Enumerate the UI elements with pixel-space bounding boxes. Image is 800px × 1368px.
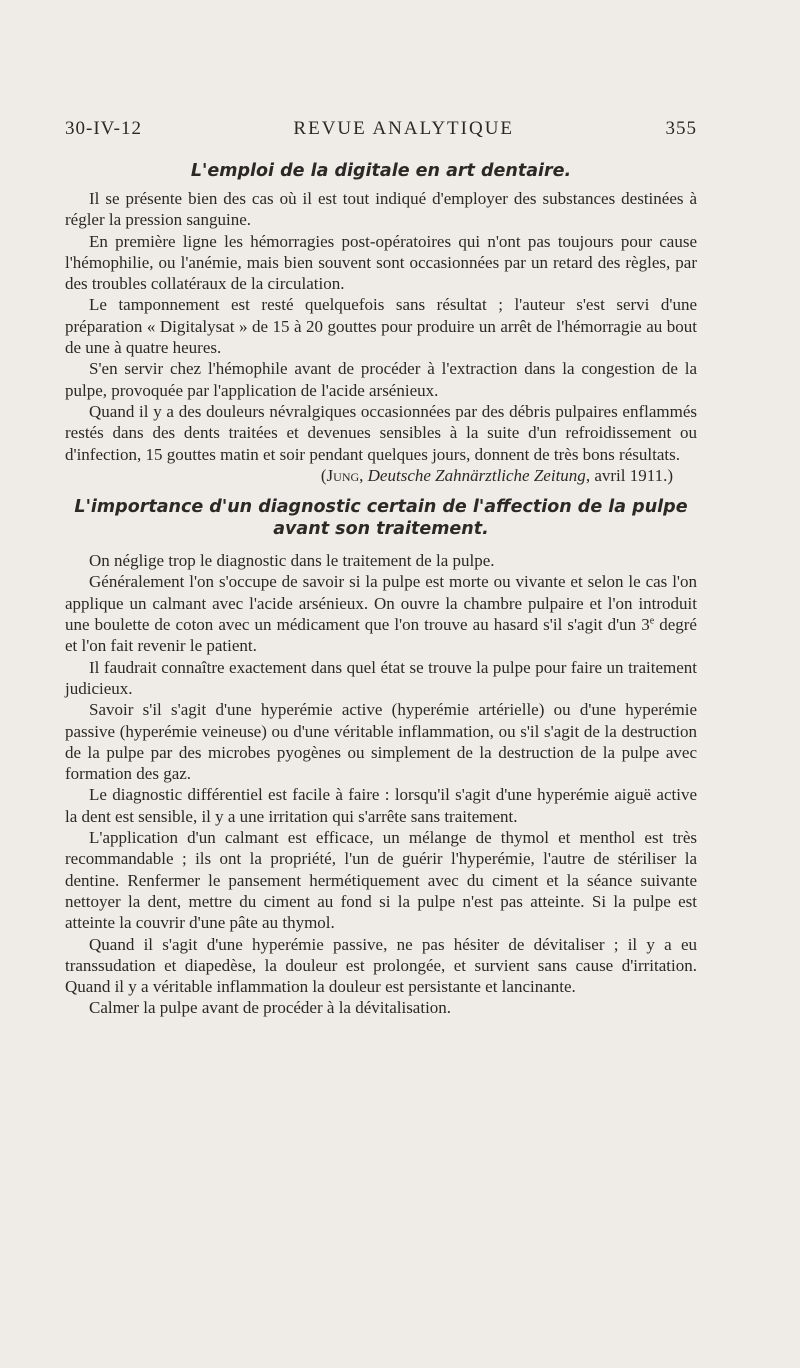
running-head xyxy=(65,118,697,140)
paragraph xyxy=(65,571,697,656)
paragraph: Savoir s'il s'agit d'une hyperémie active (hyperémie artérielle) ou d'une hyperémie passive (hyperémie veineuse) ou d'une véritable inflammation, ou s'il s'agit de la destruction de la pulpe par des microbes pyogènes ou simplement de la destruction de la pulpe avec formation des gaz. xyxy=(65,700,697,784)
citation-journal: Deutsche Zahnärztliche Zeitung xyxy=(367,465,586,485)
paragraph: Il se présente bien des cas où il est tout indiqué d'employer des substances destinées à régler la pression sanguine. xyxy=(65,189,697,230)
citation xyxy=(65,465,697,486)
citation-separator: , xyxy=(359,465,368,485)
page xyxy=(65,118,697,1019)
paragraph: On néglige trop le diagnostic dans le traitement de la pulpe. xyxy=(89,551,495,571)
paragraph: Calmer la pulpe avant de procéder à la dévitalisation. xyxy=(89,998,452,1018)
paragraph: Il faudrait connaître exactement dans quel état se trouve la pulpe pour faire un traitement judicieux. xyxy=(65,657,697,698)
paragraph: Le diagnostic différentiel est facile à faire : lorsqu'il s'agit d'une hyperémie aiguë active la dent est sensible, il y a une irritation qui s'arrête sans traitement. xyxy=(65,785,697,826)
citation-open: ( xyxy=(320,465,327,485)
article-heading-diagnostic: L'importance d'un diagnostic certain de l'affection de la pulpe avant son traitement. xyxy=(74,497,688,540)
journal-title: REVUE ANALYTIQUE xyxy=(293,118,515,139)
issue-date: 30-IV-12 xyxy=(65,118,142,139)
article-heading-digitale: L'emploi de la digitale en art dentaire. xyxy=(190,161,572,181)
page-number: 355 xyxy=(665,118,697,139)
paragraph: L'application d'un calmant est efficace, un mélange de thymol et menthol est très recommandable ; ils ont la propriété, l'un de guérir l'hyperémie, l'autre de stériliser la dentine. Renfermer le pansement hermétiquement avec du ciment et la séance suivante nettoyer la dent, mettre du ciment au fond si la pulpe n'est pas atteinte. Si la pulpe est atteinte la couvrir d'une pâte au thymol. xyxy=(65,828,697,933)
paragraph: Le tamponnement est resté quelquefois sans résultat ; l'auteur s'est servi d'une préparation « Digitalysat » de 15 à 20 gouttes pour produire un arrêt de l'hémorragie au bout de une à quatre heures. xyxy=(65,295,697,358)
paragraph: S'en servir chez l'hémophile avant de procéder à l'extraction dans la congestion de la pulpe, provoquée par l'application de l'acide arsénieux. xyxy=(65,359,697,400)
ordinal-superscript: e xyxy=(649,615,655,627)
paragraph: Quand il y a des douleurs névralgiques occasionnées par des débris pulpaires enflammés restés dans des dents traitées et devenues sensibles à la suite d'un refroidissement ou d'infection, 15 gouttes matin et soir pendant quelques jours, donnent de très bons résultats. xyxy=(65,401,697,464)
paragraph-text: Généralement l'on s'occupe de savoir si la pulpe est morte ou vivante et selon le cas l'on applique un calmant avec l'acide arsénieux. On ouvre la chambre pulpaire et l'on introduit une boulette de coton avec un médicament que l'on trouve au hasard s'il s'agit d'un 3 xyxy=(65,572,697,635)
paragraph-text: degré et l'on fait revenir le patient. xyxy=(65,615,697,656)
citation-date: , avril 1911.) xyxy=(585,465,673,485)
citation-author: Jung xyxy=(326,465,360,485)
paragraph: Quand il s'agit d'une hyperémie passive, ne pas hésiter de dévitaliser ; il y a eu transsudation et diapedèse, la douleur est prolongée, et survient sans cause d'irritation. Quand il y a véritable inflammation la douleur est persistante et lancinante. xyxy=(65,934,697,997)
paragraph: En première ligne les hémorragies post-opératoires qui n'ont pas toujours pour cause l'hémophilie, ou l'anémie, mais bien souvent sont occasionnées par un retard des règles, par des troubles collatéraux de la circulation. xyxy=(65,231,697,294)
